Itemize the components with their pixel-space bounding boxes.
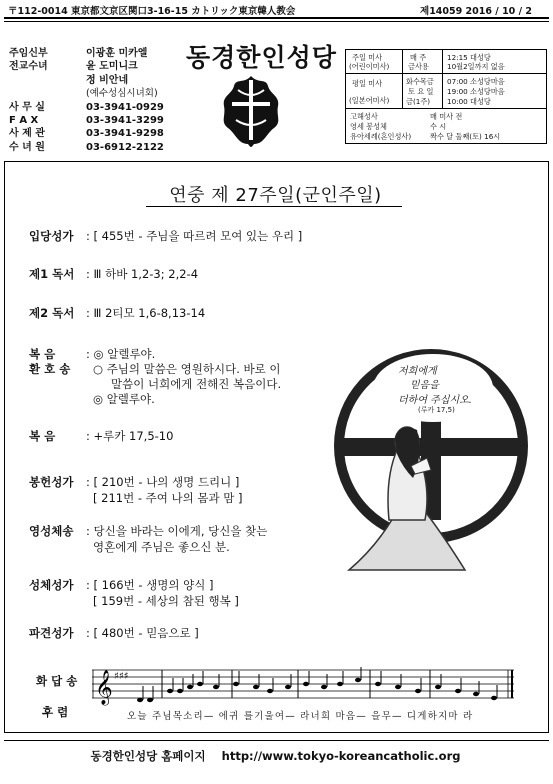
acclamation-line-2: ○ 주님의 말씀은 영원하시다. 바로 이 [93,362,281,376]
staff-label: 사 제 관 [9,128,45,140]
schedule-divider [402,50,403,108]
sunday-note: 10월2일까지 없음 [447,62,505,71]
phone-office: 03-3941-0929 [86,101,164,113]
staff-label: 수 녀 원 [9,141,45,153]
refrain-lyrics: 오늘 주님목소리— 에귀 를기울여— 라너희 마음— 을무— 디게하지마 라 [127,711,474,722]
homepage-label: 동경한인성당 홈페이지 [90,749,206,763]
communion-visit-value: 수 시 [430,122,447,131]
offertory-hymn-label: 봉헌성가 [29,475,74,489]
first-reading-label: 제1 독서 [29,267,75,281]
sunday-day: 매 주 [410,53,427,62]
schedule-divider [442,50,443,108]
weekday-time2: 19:00 소성당마음 [447,87,505,96]
weekday-days3: 금(1주) [406,97,431,106]
staff-contacts [9,47,164,154]
infant-baptism-value: 짝수 달 둘째(토) 16시 [430,132,501,141]
footer [4,748,547,764]
sunday-day2: 금사용 [408,62,429,71]
gospel-acclamation-label: 복 음 [29,347,56,361]
communion-antiphon-2: 영혼에게 주님은 좋으신 분. [93,540,230,554]
first-reading: : Ⅲ 하바 1,2-3; 2,2-4 [86,267,199,281]
bottom-divider [4,740,549,741]
staff-row [9,141,164,154]
communion-hymn-1: : [ 166번 - 생명의 양식 ] [86,578,214,592]
phone-convent: 03-6912-2122 [86,141,164,153]
issue-number: 제14059 2016 / 10 / 2 [420,6,532,17]
entrance-hymn: : [ 455번 - 주님을 따르려 모여 있는 우리 ] [86,229,303,243]
schedule-divider [346,108,546,109]
recessional-hymn-label: 파견성가 [29,626,74,640]
church-address: 〒112-0014 東京都文京区関口3-16-15 カトリック東京韓人教会 [8,6,296,17]
gospel-acclamation-label2: 환 호 송 [29,362,71,376]
staff-row [9,74,164,87]
staff-value: (예수성심시녀회) [86,88,158,100]
mass-schedule-box [345,49,547,144]
top-divider [4,17,549,19]
sunday-title: 연중 제 27주일(군인주일) [169,185,382,206]
homepage-link[interactable]: http://www.tokyo-koreancatholic.org [221,749,461,763]
communion-hymn-2: [ 159번 - 세상의 참된 행복 ] [93,594,239,608]
staff-label: 전교수녀 [9,61,48,73]
offertory-hymn-2: [ 211번 - 주여 나의 몸과 맘 ] [93,491,243,505]
schedule-divider [346,73,546,74]
refrain-label: 후 렴 [42,705,69,719]
weekday-mass-sub: (일본어미사) [349,96,390,105]
gospel-reading: : +루카 17,5-10 [86,429,174,443]
weekday-days2: 토 요 일 [408,87,434,96]
staff-row [9,101,164,114]
recessional-hymn: : [ 480번 - 믿음으로 ] [86,626,199,640]
sunday-mass-sub: (어린이미사) [349,62,390,71]
staff-row [9,127,164,140]
address-line [8,3,544,17]
weekday-time1: 07:00 소성당마음 [447,77,505,86]
staff-value: 윤 도미니크 [86,61,138,73]
infant-baptism-label: 유아세례(혼인성사) [350,132,412,141]
staff-row [9,114,164,127]
staff-row [9,60,164,73]
music-staff [92,662,517,706]
staff-label [9,74,86,87]
second-reading: : Ⅲ 2티모 1,6-8,13-14 [86,306,206,320]
sunday-mass-label: 주일 미사 [352,53,383,62]
svg-text:♯♯♯: ♯♯♯ [114,671,129,682]
staff-label: 주임신부 [9,48,48,59]
sunday-time: 12:15 대성당 [447,53,491,62]
communion-hymn-label: 성체성가 [29,578,74,592]
confession-label: 고해성사 [350,112,378,121]
illustration-caption-1: 저희에게 [398,366,437,377]
illustration-caption-4: (루카 17,5) [418,406,455,414]
top-divider-thin [4,21,549,22]
staff-row [9,47,164,60]
fax-number: 03-3941-3299 [86,115,164,127]
church-logo-icon [218,72,284,150]
staff-row [9,87,164,100]
acclamation-line-1: : ◎ 알렐루야. [86,347,156,361]
communion-antiphon-label: 영성체송 [29,524,74,538]
weekday-mass-label: 평일 미사 [352,79,383,88]
gospel-label: 복 음 [29,429,56,443]
title-underline [146,206,402,207]
church-title: 동경한인성당 [186,43,337,72]
acclamation-line-4: ◎ 알렐루야. [93,392,155,406]
staff-label: 사 무 실 [9,101,45,113]
staff-label [9,87,86,100]
svg-text:𝄞: 𝄞 [95,670,113,705]
acclamation-line-3: 말씀이 너희에게 전해진 복음이다. [111,377,282,391]
weekday-days: 화수목금 [406,77,434,86]
communion-antiphon-1: : 당신을 바라는 이에게, 당신을 찾는 [86,524,268,538]
second-reading-label: 제2 독서 [29,306,75,320]
illustration-caption-2: 믿음을 [410,380,439,391]
staff-value: 정 비안네 [86,74,129,86]
offertory-hymn-1: : [ 210번 - 나의 생명 드리니 ] [86,475,240,489]
entrance-hymn-label: 입당성가 [29,229,74,243]
illustration-caption-3: 더하여 주십시오. [398,395,472,406]
phone-rectory: 03-3941-9298 [86,128,164,140]
psalm-label: 화 답 송 [36,674,78,688]
confession-value: 매 미사 전 [430,112,463,121]
weekday-time3: 10:00 대성당 [447,97,491,106]
staff-label: F A X [9,115,39,127]
communion-visit-label: 영세 봉성체 [350,122,388,131]
staff-value: 이광훈 미카엘 [86,48,148,59]
